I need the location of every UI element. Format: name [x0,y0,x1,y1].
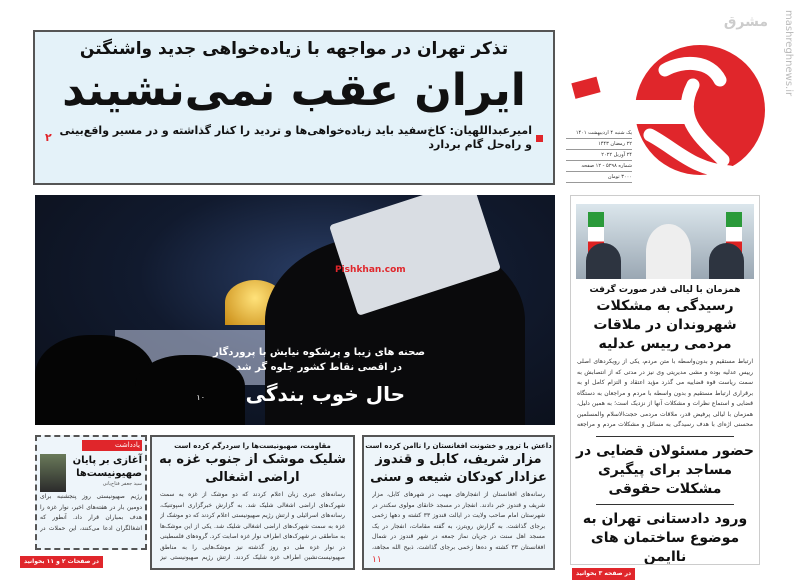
watermark-logo: مشرق [723,14,768,30]
page-ref: ۱۰ [196,393,205,402]
photo-watermark: Pishkhan.com [335,265,406,275]
bullet-square-icon [536,135,543,142]
read-more-tag[interactable]: در صفحه ۳ بخوانید [572,568,635,580]
right-headline-3: ورود دادستانی تهران به موضوع ساختمان های ناایمن [582,510,748,565]
watermark-site: mashreghnews.ir [783,10,794,97]
author-photo [40,454,66,492]
right-headline-2: حضور مسئولان قضایی در مساجد برای پیگیری مشکلات حقوقی [575,442,754,497]
lead-kicker: تذکر تهران در مواجهه با زیاده‌خواهی جدید واشنگتن [79,39,509,59]
right-kicker: همزمان با لیالی قدر صورت گرفت [589,285,741,295]
story-afghanistan: داعش با ترور و خشونت افغانستان را ناامن کرده است مزار شریف، کابل و قندوز عزادار کودکان شیعه و سنی رسانه‌های افغانستان از انفجارهای مهیب در شهرهای کابل، مزار شریف و قندوز خبر دادند. انفجار در مسجد خانقای مولوی سکندر در شهرستان امام صاحب ولایت در ایالت قندوز ۳۳ کشته و دهها زخمی برجای گذاشت. به گزارش رویترز، به گفته مقامات، انفجار در یک مسجد اهل سنت در جریان نماز جمعه در شهر قندوز در شمال افغانستان ۳۳ کشته و ده‌ها زخمی برجای گذاشت. ذبیح الله مجاهد، ۱۱ [362,435,555,570]
opinion-note: یادداشت آغازی بر پایان صهیونیست‌ها سید جعفر فتاح‌یانی رژیم صهیونیستی روز پنجشنبه برای دومین بار در هفته‌های اخیر، نوار غزه را هدف بمباران قرار داد. آنطور که اشغالگران ادعا می‌کنند، این حملات در [35,435,147,550]
photo-title: حال خوب بندگی [245,382,405,406]
lead-story [33,30,555,185]
masthead-info: یک شنبه ۴ اردیبهشت ۱۴۰۱ ۲۲ رمضان ۱۴۴۳ ۲۴ آوریل ۲۰۲۲ شماره ۵۲۹۸ - ۱۲ صفحه ۳۰۰۰ تومان [566,128,632,183]
right-body: ارتباط مستقیم و بدون‌واسطه با متن مردم، یکی از رویکردهای اصلی رییس عدلیه بوده و مشی مدیریتی وی نیز در مدتی که از انتصابش به سمت ریاست قوه قضاییه می گذرد مؤید اعتقاد و التزام کامل او به برقراری ارتباط مستقیم و بدون واسطه با مردم و مراجعان به دستگاه قضایی و استماع نظرات و مشکلات آنها از نزدیک است؛ به همین دلیل، همزمان با لیالی پرفیض قدر، ملاقات مردمی حجت‌الاسلام والمسلمین محسنی اژه‌ای با هدف رسیدگی به مسائل و مشکلات مردم و مراجعه [577,358,753,428]
read-more-tag[interactable]: در صفحات ۲ و ۱۱ بخوانید [20,556,103,568]
main-photo [35,195,555,425]
right-headline: رسیدگی به مشکلات شهروندان در ملاقات مردمی رییس عدلیه [593,298,737,352]
page-ref: ۲ [45,131,52,144]
lead-headline: ایران عقب نمی‌نشیند [62,65,526,116]
right-column [570,195,760,565]
page-ref: ۱۱ [372,555,382,565]
photo-caption: صحنه های زیبا و پرشکوه نیایش با پروردگار در اقصی نقاط کشور جلوه گر شد [212,347,425,373]
gaza-headline: شلیک موشک از جنوب غزه به اراضی اشغالی [159,452,346,485]
story-gaza: مقاومت، صهیونیست‌ها را سردرگم کرده است شلیک موشک از جنوب غزه به اراضی اشغالی رسانه‌های عبری زبان اعلام کردند که دو موشک از غزه به سمت شهرک‌های اراضی اشغالی شلیک شد. به گزارش خبرگزاری اسپوتنیک، رسانه‌های اسرائیلی و ارتش رژیم صهیونیستی اعلام کردند که دو موشک از غزه به سمت شهرک‌های اراضی اشغالی شلیک شد. یکی از این موشک‌ها به مناطقی در شهرک‌های اطراف نوار غزه اصابت کرد. گروه‌های فلسطینی در نوار غزه طی دو روز گذشته نیز موشک‌هایی را به مناطق صهیونیست‌نشین اطراف غزه شلیک کردند. ارتش رژیم صهیونیستی نیز [150,435,355,570]
afghan-headline: مزار شریف، کابل و قندوز عزادار کودکان شیعه و سنی [370,452,547,485]
lead-subheadline: امیرعبداللهیان: کاخ‌سفید باید زیاده‌خواهی‌ها و تردید را کنار گذاشته و در مسیر واقع‌بینی و راه‌حل گام بردارد ۲ [35,122,553,154]
judiciary-photo [576,204,754,279]
